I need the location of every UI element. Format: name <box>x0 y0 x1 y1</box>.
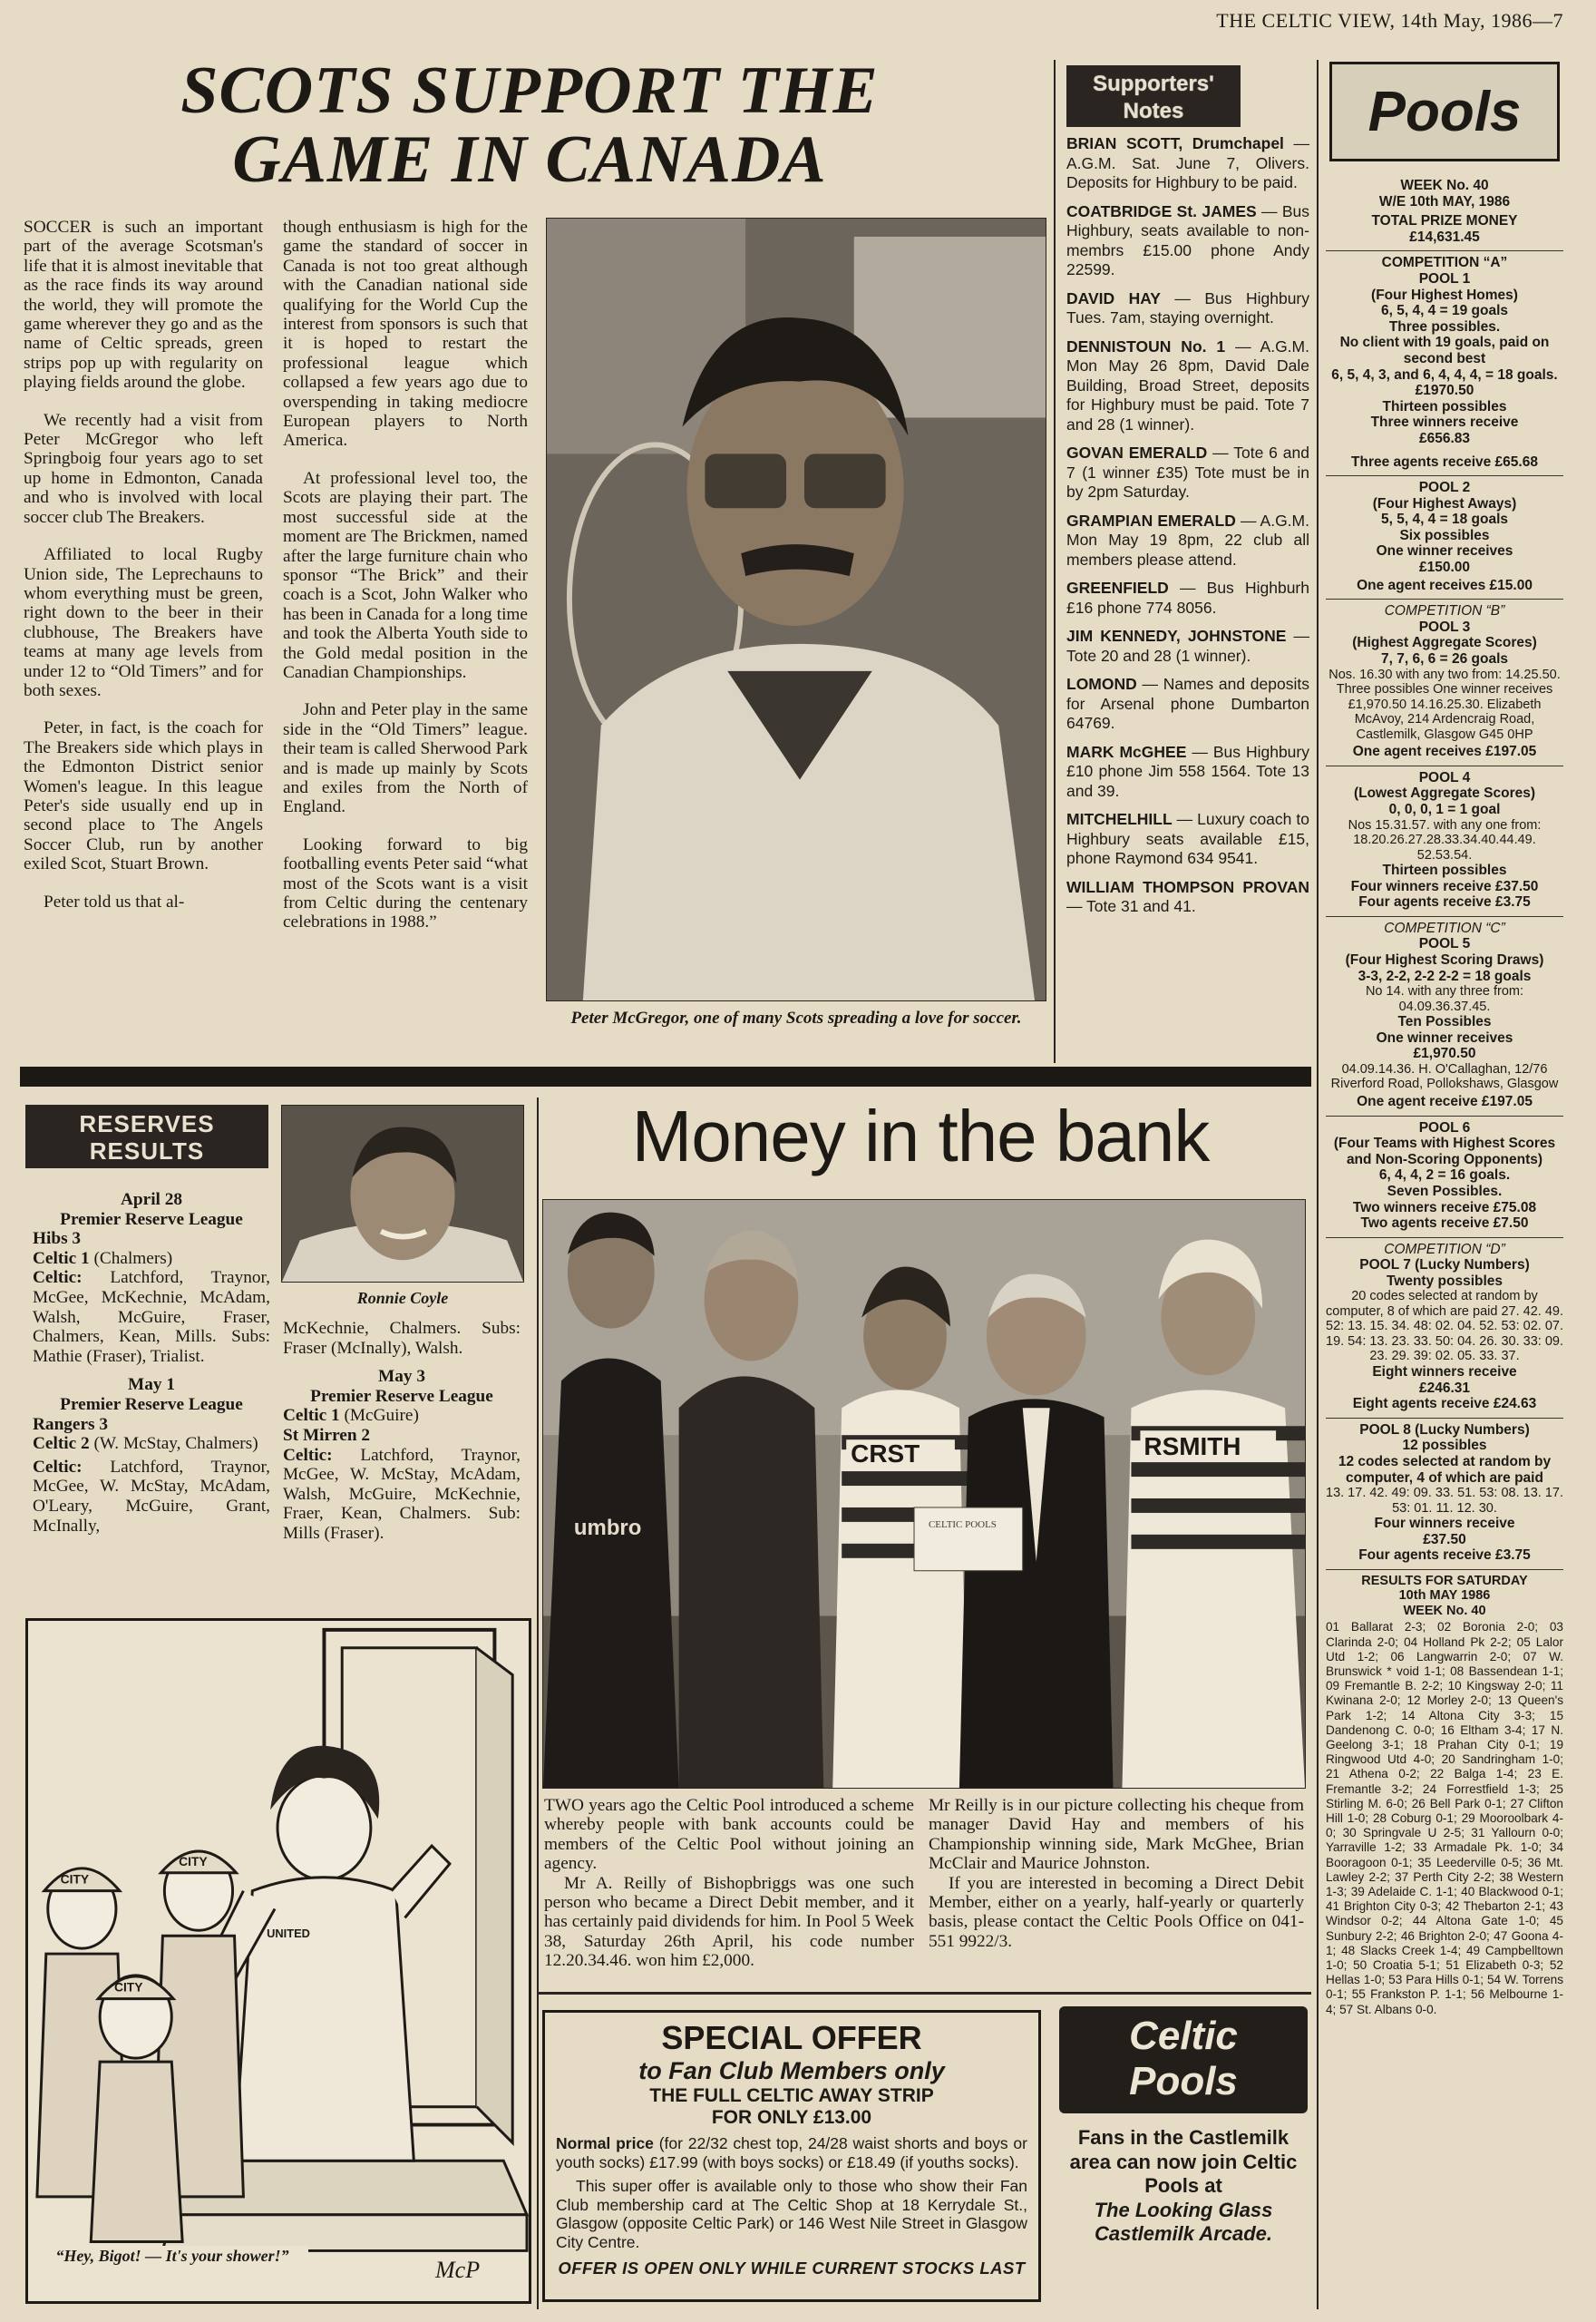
competition-label: COMPETITION “B” <box>1384 603 1505 620</box>
hat-label-3: UNITED <box>267 1927 310 1941</box>
story-paragraph: At professional level too, the Scots are playing their part. The most successful side at the moment are The Brickmen, named after the large furniture chain who sponsor “The Brick” and their coach is a Scot, John Walker who has been in Canada for a long time and took the Alberta Youth side to the Gold medal position in the Canadian Championships. <box>283 468 528 682</box>
note-club: COATBRIDGE St. JAMES <box>1066 201 1257 220</box>
pool-line: Seven Possibles. <box>1387 1183 1503 1199</box>
pool-line: (Four Teams with Highest Scores and Non-Scoring Opponents) <box>1333 1136 1556 1167</box>
pool-line: POOL 6 <box>1418 1119 1471 1136</box>
reserves-results-heading <box>25 1105 268 1168</box>
match-league: Premier Reserve League <box>60 1209 243 1229</box>
note-item <box>1066 810 1309 869</box>
match-date: May 3 <box>378 1367 425 1387</box>
pool-line: 6, 4, 4, 2 = 16 goals. <box>1378 1167 1511 1184</box>
note-text: — A.G.M. Sat. June 7, Olivers. Deposits for Highbury to be paid. <box>1066 134 1309 191</box>
note-item <box>1066 743 1309 802</box>
offer-line: THE FULL CELTIC AWAY STRIP <box>649 2085 934 2106</box>
cheque-text: CELTIC POOLS <box>928 1518 997 1530</box>
note-club: GRAMPIAN EMERALD <box>1066 511 1236 530</box>
masthead: THE CELTIC VIEW, 14th May, 1986—7 <box>1216 9 1563 32</box>
supporters-notes-list <box>1066 134 1309 926</box>
pool-line: POOL 1 <box>1418 270 1471 287</box>
pools-title: Pools <box>1329 62 1560 161</box>
pools-summary <box>1326 174 1563 251</box>
pool-6-block <box>1326 1117 1563 1238</box>
note-text: — A.G.M. Mon May 19 8pm, 22 club all members please attend. <box>1066 511 1309 569</box>
note-item <box>1066 337 1309 435</box>
headline-line-2: GAME IN CANADA <box>232 122 827 197</box>
team-lineup: Latchford, Traynor, McGee, W. McStay, McAdam, Walsh, McGuire, McKechnie, Fraer, Kean, Chalmers. Sub: Mills (Fraser). <box>283 1445 521 1543</box>
week-ending: W/E 10th MAY, 1986 <box>1378 193 1511 210</box>
note-text: — Bus Highburh £16 phone 774 8056. <box>1066 579 1309 617</box>
peter-mcgregor-photo <box>546 218 1046 1001</box>
reserves-column-2 <box>283 1319 521 1544</box>
note-text: — Tote 31 and 41. <box>1066 897 1196 915</box>
cartoonist-signature: McP <box>435 2257 481 2283</box>
pool-3-block <box>1326 600 1563 766</box>
match-league: Premier Reserve League <box>310 1386 493 1406</box>
section-divider <box>20 1067 1311 1087</box>
note-item <box>1066 512 1309 571</box>
results-line: 10th MAY 1986 <box>1398 1588 1491 1604</box>
pool-line: 12 codes selected at random by computer, 4 of which are paid <box>1338 1453 1552 1486</box>
total-value: £14,631.45 <box>1409 229 1480 245</box>
match-date: May 1 <box>128 1375 175 1395</box>
agents-line: Three agents receive £65.68 <box>1351 454 1538 470</box>
celtic-pools-ad-text <box>1059 2126 1308 2247</box>
note-item <box>1066 444 1309 502</box>
note-club: LOMOND <box>1066 675 1137 693</box>
pool-4-block <box>1326 766 1563 917</box>
heading-line: Notes <box>1123 99 1184 123</box>
umbro-shirt-logo: umbro <box>573 1515 642 1540</box>
story-paragraph: though enthusiasm is high for the game the standard of soccer in Canada is not too great although with the Canadian national side qualifying for the World Cup the interest from sponsors is such that it is hoped to restart the professional league which collapsed a few years ago due to overspending in taking mediocre European players to North America. <box>283 218 528 451</box>
pool-8-block <box>1326 1419 1563 1570</box>
heading-line: RESULTS <box>89 1137 205 1165</box>
pool-line: 6, 5, 4, 3, and 6, 4, 4, 4, = 18 goals. <box>1331 366 1558 383</box>
scorers: (Chalmers) <box>89 1248 173 1268</box>
pool-line: Four agents receive £3.75 <box>1358 894 1531 911</box>
pool-line: Three winners receive <box>1370 415 1519 431</box>
note-club: WILLIAM THOMPSON PROVAN <box>1066 877 1309 896</box>
pool-5-block <box>1326 917 1563 1117</box>
pool-line: 12 possibles <box>1402 1438 1487 1454</box>
pool-line: POOL 2 <box>1418 480 1471 496</box>
note-club: JIM KENNEDY, JOHNSTONE <box>1066 627 1287 645</box>
pool-detail: Nos 15.31.57. with any one from: 18.20.26.27.28.33.34.40.44.49. 52.53.54. <box>1348 817 1542 863</box>
story-paragraph: We recently had a visit from Peter McGregor who left Springboig four years ago to set up home in Edmonton, Canada and who is involved with local soccer club The Breakers. <box>24 410 263 527</box>
note-club: DAVID HAY <box>1066 288 1161 307</box>
note-text: — A.G.M. Mon May 26 8pm, David Dale Building, Broad Street, deposits for Highbury must be paid. Tote 7 and 28 (1 winner). <box>1066 337 1309 434</box>
reserves-column-1 <box>33 1190 270 1536</box>
pool-line: Six possibles <box>1399 527 1490 543</box>
offer-footer: OFFER IS OPEN ONLY WHILE CURRENT STOCKS LAST <box>558 2259 1026 2278</box>
pool-line: POOL 4 <box>1418 769 1471 785</box>
agents-line: One agent receive £197.05 <box>1357 1093 1533 1109</box>
column-divider <box>1054 60 1056 1063</box>
agents-line: One agent receives £197.05 <box>1352 744 1537 760</box>
pool-line: POOL 8 (Lucky Numbers) <box>1359 1421 1530 1438</box>
offer-text: (for 22/32 chest top, 24/28 waist shorts and boys or youth socks) £17.99 (with boys socks) or £18.49 (if youths socks). <box>556 2134 1027 2171</box>
hat-label-4: CITY <box>113 1979 143 1995</box>
special-offer-box <box>542 2010 1041 2302</box>
note-club: MITCHELHILL <box>1066 810 1173 828</box>
supporters-notes-heading <box>1066 65 1241 127</box>
pool-line: Four agents receive £3.75 <box>1358 1547 1531 1564</box>
pool-line: £1,970.50 <box>1413 1046 1476 1062</box>
pools-winner-team-photo <box>542 1199 1306 1789</box>
hat-label-1: CITY <box>60 1871 90 1887</box>
total-label: TOTAL PRIZE MONEY <box>1371 213 1518 229</box>
competition-label: COMPETITION “D” <box>1384 1241 1505 1257</box>
results-list: 01 Ballarat 2-3; 02 Boronia 2-0; 03 Clarinda 2-0; 04 Holland Pk 2-2; 05 Lalor Utd 1-2; 06 Langwarrin 2-0; 07 W. Brunswick * void 1-1; 08 Bassendean 1-1; 09 Fremantle B. 2-2; 10 Kingsway 2-0; 11 Kwinana 2-0; 12 Morley 2-0; 13 Queen's Park 1-2; 14 Altona City 3-3; 15 Dandenong C. 0-0; 16 Eltham 3-4; 17 N. Geelong 3-1; 18 Prahan City 0-1; 19 Ringwood Utd 4-0; 20 Sandringham 1-0; 21 Athena 0-2; 22 Balga 1-4; 23 E. Fremantle 3-2; 24 Forrestfield 1-3; 25 Stirling M. 6-0; 26 Bell Park 0-1; 27 Clifton Hill 1-0; 28 Coburg 0-1; 29 Mooroolbark 4-0; 30 Springvale U 2-5; 31 Yallourn 0-0; Yarraville 1-2; 33 Armadale Pk. 1-0; 34 Booragoon 0-1; 35 Leederville 0-5; 36 Mt. Lawley 2-2; 37 Perth City 2-2; 38 Western 1-3; 39 Adelaide C. 1-1; 40 Blackwood 0-1; 41 Brighton City 0-3; 42 Thebarton 2-1; 43 Windsor 0-2; 44 Altona Gate 1-0; 45 Sunbury 2-2; 46 Brighton 2-0; 47 Goona 4-1; 48 Slacks Creek 1-4; 49 Campbelltown 1-0; 50 Croatia 5-1; 51 Elizabeth 0-3; 52 Hellas 1-0; 53 Para Hills 0-1; 54 W. Torrens 0-1; 55 Frankston P. 1-1; 56 Melbourne 1-4; 57 St. Albans 0-0. <box>1326 1620 1563 2016</box>
main-headline <box>25 54 1034 197</box>
match-league: Premier Reserve League <box>60 1394 243 1414</box>
pool-2-block <box>1326 476 1563 600</box>
money-article-column-1 <box>544 1796 914 1971</box>
team-label: Celtic: <box>33 1268 83 1288</box>
pool-line: Two agents receive £7.50 <box>1360 1215 1529 1232</box>
match-score: Celtic 1 <box>283 1406 340 1426</box>
note-text: — Names and deposits for Arsenal phone Dumbarton 64769. <box>1066 675 1309 732</box>
pool-line: £1970.50 <box>1415 383 1474 399</box>
team-lineup: Latchford, Traynor, McGee, McKechnie, McAdam, Walsh, McGuire, Fraser, Chalmers, Kean, Mills. Subs: Mathie (Fraser), Trialist. <box>33 1268 270 1366</box>
offer-subtitle: to Fan Club Members only <box>638 2057 945 2084</box>
cartoon-illustration <box>25 1618 531 2304</box>
pool-line: 3-3, 2-2, 2-2 2-2 = 18 goals <box>1358 968 1532 984</box>
article-paragraph: Mr Reilly is in our picture collecting his cheque from manager David Hay and members of his Championship winning side, Mark McGhee, Brian McClair and Maurice Johnston. <box>929 1796 1304 1874</box>
pool-line: £150.00 <box>1418 560 1471 576</box>
pool-line: POOL 7 (Lucky Numbers) <box>1359 1257 1530 1273</box>
pool-line: Eight winners receive <box>1372 1363 1517 1380</box>
pool-line: 0, 0, 0, 1 = 1 goal <box>1388 801 1501 817</box>
pool-line: 7, 7, 6, 6 = 26 goals <box>1380 651 1508 668</box>
note-text: — Bus Highbury, seats available to non-membrs £15.00 phone Andy 22599. <box>1066 201 1309 278</box>
offer-body <box>556 2134 1027 2171</box>
note-item <box>1066 134 1309 193</box>
pool-detail: No 14. with any three from: 04.09.36.37.45. <box>1365 984 1524 1014</box>
pool-line: (Highest Aggregate Scores) <box>1352 635 1537 651</box>
sponsor-shirt-text-1: CRST <box>851 1439 920 1468</box>
note-text: — Tote 20 and 28 (1 winner). <box>1066 627 1309 665</box>
story-paragraph: Affiliated to local Rugby Union side, The Leprechauns to whom everything must be green, right down to the beer in their clubhouse, The Breakers have teams at many age levels from under 12 to “Old Timers” and for both sexes. <box>24 545 263 700</box>
note-item <box>1066 202 1309 280</box>
results-line: WEEK No. 40 <box>1403 1603 1486 1618</box>
cartoon-caption: “Hey, Bigot! — It's your shower!” <box>36 2246 308 2266</box>
column-divider <box>537 1098 539 2309</box>
section-divider <box>539 1992 1311 1995</box>
match-score: Celtic 2 <box>33 1434 90 1454</box>
offer-body: This super offer is available only to those who show their Fan Club membership card at The Celtic Shop at 18 Kerrydale St., Glasgow (opposite Celtic Park) or 146 West Nile Street in Glasgow City Centre. <box>556 2177 1027 2251</box>
results-line: RESULTS FOR SATURDAY <box>1361 1573 1528 1588</box>
pool-line: Four winners receive £37.50 <box>1350 878 1539 894</box>
note-club: BRIAN SCOTT, Drumchapel <box>1066 134 1284 152</box>
note-item <box>1066 289 1309 328</box>
article-paragraph: TWO years ago the Celtic Pool introduced a scheme whereby people with bank accounts could be members of the Celtic Pool without joining an agency. <box>544 1796 914 1874</box>
ronnie-coyle-caption: Ronnie Coyle <box>356 1289 449 1307</box>
column-divider <box>1317 60 1319 2309</box>
money-headline: Money in the bank <box>631 1096 1210 1176</box>
competition-label: COMPETITION “A” <box>1381 255 1508 271</box>
pool-detail: 20 codes selected at random by computer, 8 of which are paid 27. 42. 49. 52: 13. 15. 34. 48: 02. 04. 52. 53: 02. 07. 19. 54: 13. 23. 33. 50: 04. 26. 30. 33: 09. 23. 29. 39: 02. 05. 33. 37. <box>1326 1289 1564 1364</box>
story-paragraph: Peter told us that al- <box>44 892 185 912</box>
team-label: Celtic: <box>33 1457 83 1477</box>
pool-line: (Lowest Aggregate Scores) <box>1353 785 1536 802</box>
scorers: (McGuire) <box>339 1406 419 1426</box>
pool-line: Three possibles. <box>1388 318 1501 335</box>
pool-line: (Four Highest Homes) <box>1371 287 1518 303</box>
story-paragraph: John and Peter play in the same side in the “Old Timers” league. their team is called Sherwood Park and is made up mainly by Scots and exiles from the North of England. <box>283 700 528 817</box>
ad-text: Fans in the Castlemilk area can now join Celtic Pools at <box>1069 2126 1298 2197</box>
note-text: — Bus Highbury £10 phone Jim 558 1564. Tote 13 and 39. <box>1066 742 1309 800</box>
scorers: (W. McStay, Chalmers) <box>89 1434 258 1454</box>
pool-line: 5, 5, 4, 4 = 18 goals <box>1380 512 1508 528</box>
results-heading <box>1326 1570 1563 1621</box>
pool-1-block <box>1326 251 1563 476</box>
match-score: Rangers 3 <box>33 1414 109 1434</box>
competition-label: COMPETITION “C” <box>1384 920 1505 936</box>
note-text: — Tote 6 and 7 (1 winner £35) Tote must be in by 2pm Saturday. <box>1066 444 1309 501</box>
offer-line: FOR ONLY £13.00 <box>711 2107 872 2128</box>
pool-line: £656.83 <box>1418 430 1471 446</box>
pool-line: POOL 5 <box>1418 936 1471 952</box>
team-lineup: Latchford, Traynor, McGee, W. McStay, McAdam, O'Leary, McGuire, Grant, McInally, <box>33 1457 270 1536</box>
match-score: Hibs 3 <box>33 1229 82 1249</box>
agents-line: One agent receives £15.00 <box>1357 577 1533 593</box>
pool-line: £246.31 <box>1418 1380 1471 1396</box>
pool-detail: 13. 17. 42. 49: 09. 33. 51. 53: 08. 13. 17. 53: 01. 11. 12. 30. <box>1326 1486 1564 1516</box>
hat-label-2: CITY <box>179 1853 208 1868</box>
note-club: GREENFIELD <box>1066 579 1169 597</box>
logo-line: Celtic <box>1129 2014 1238 2058</box>
note-item <box>1066 579 1309 618</box>
pool-line: No client with 19 goals, paid on second best <box>1339 335 1550 366</box>
heading-line: RESERVES <box>79 1110 215 1137</box>
note-item <box>1066 878 1309 917</box>
money-article-column-2 <box>929 1796 1304 1951</box>
pool-detail: Nos. 16.30 with any two from: 14.25.50. Three possibles One winner receives £1,970.50 14.16.25.30. Elizabeth McAvoy, 214 Ardencraig Road, Castlemilk, Glasgow G45 0HP <box>1328 667 1561 742</box>
pool-7-block <box>1326 1238 1563 1419</box>
story-paragraph: Looking forward to big footballing events Peter said “what most of the Scots want is a visit from Celtic during the centenary celebrations in 1988.” <box>283 834 528 932</box>
headline-line-1: SCOTS SUPPORT THE <box>180 54 879 128</box>
pool-line: £37.50 <box>1423 1531 1466 1547</box>
offer-lead: Normal price <box>556 2134 654 2152</box>
ad-location: The Looking Glass Castlemilk Arcade. <box>1094 2198 1273 2245</box>
pool-line: One winner receives <box>1376 1029 1513 1046</box>
team-lineup: McKechnie, Chalmers. Subs: Fraser (McInally), Walsh. <box>283 1319 521 1358</box>
note-item <box>1066 627 1309 666</box>
celtic-pools-ad <box>1059 2006 1308 2302</box>
story-paragraph: Peter, in fact, is the coach for The Breakers side which plays in the Edmonton District senior Women's league. In this league Peter's side usually end up in second place to The Angels Soccer Club, run by another exiled Scot, Stuart Brown. <box>24 718 263 874</box>
sponsor-shirt-text-2: RSMITH <box>1143 1432 1241 1461</box>
pool-line: 6, 5, 4, 4 = 19 goals <box>1380 303 1508 319</box>
pool-line: One winner receives <box>1376 543 1513 560</box>
match-date: April 28 <box>120 1190 183 1209</box>
heading-line: Supporters' <box>1093 72 1214 96</box>
photo-caption: Peter McGregor, one of many Scots spreading a love for soccer. <box>570 1009 1022 1028</box>
note-item <box>1066 675 1309 734</box>
week-number: WEEK No. 40 <box>1400 178 1489 193</box>
pool-line: POOL 3 <box>1418 619 1471 635</box>
match-score: St Mirren 2 <box>283 1425 371 1445</box>
story-column-1 <box>24 218 263 912</box>
celtic-pools-logo <box>1059 2006 1308 2113</box>
pool-line: Two winners receive £75.08 <box>1352 1199 1537 1215</box>
pool-line: Eight agents receive £24.63 <box>1352 1396 1537 1412</box>
pool-line: Twenty possibles <box>1386 1273 1504 1289</box>
pool-line: (Four Highest Scoring Draws) <box>1345 951 1544 968</box>
pool-line: (Four Highest Aways) <box>1372 495 1517 512</box>
note-club: GOVAN EMERALD <box>1066 444 1208 462</box>
pool-line: Thirteen possibles <box>1382 863 1507 878</box>
pool-line: Thirteen possibles <box>1382 398 1507 415</box>
ronnie-coyle-photo <box>281 1105 524 1283</box>
note-club: DENNISTOUN No. 1 <box>1066 337 1226 356</box>
note-text: — Luxury coach to Highbury seats available £15, phone Raymond 634 9541. <box>1066 810 1309 867</box>
article-paragraph: If you are interested in becoming a Direct Debit Member, either on a yearly, half-yearly or quarterly basis, please contact the Celtic Pools Office on 041-551 9922/3. <box>929 1873 1304 1951</box>
story-column-2 <box>283 218 528 932</box>
pools-results-column <box>1326 62 1563 2017</box>
offer-title: SPECIAL OFFER <box>661 2019 922 2056</box>
article-paragraph: Mr A. Reilly of Bishopbriggs was one such person who became a Direct Debit member, and it has certainly paid dividends for him. In Pool 5 Week 38, Saturday 26th April, his code number 12.20.34.46. won him £2,000. <box>544 1873 914 1971</box>
logo-line: Pools <box>1129 2059 1238 2103</box>
pool-detail: 04.09.14.36. H. O'Callaghan, 12/76 Riverford Road, Pollokshaws, Glasgow <box>1330 1061 1559 1092</box>
pool-line: Four winners receive <box>1374 1516 1515 1532</box>
pool-line: Ten Possibles <box>1397 1014 1492 1030</box>
note-text: — Bus Highbury Tues. 7am, staying overnight. <box>1066 288 1309 327</box>
team-label: Celtic: <box>283 1445 333 1465</box>
match-score: Celtic 1 <box>33 1248 90 1268</box>
note-club: MARK McGHEE <box>1066 742 1187 761</box>
story-paragraph: SOCCER is such an important part of the average Scotsman's life that it is almost inevitable that as the race finds its way around the world, they will promote the game wherever they go and as the name of Celtic spreads, green strips pop up with regularity on playing fields around the globe. <box>24 218 263 393</box>
